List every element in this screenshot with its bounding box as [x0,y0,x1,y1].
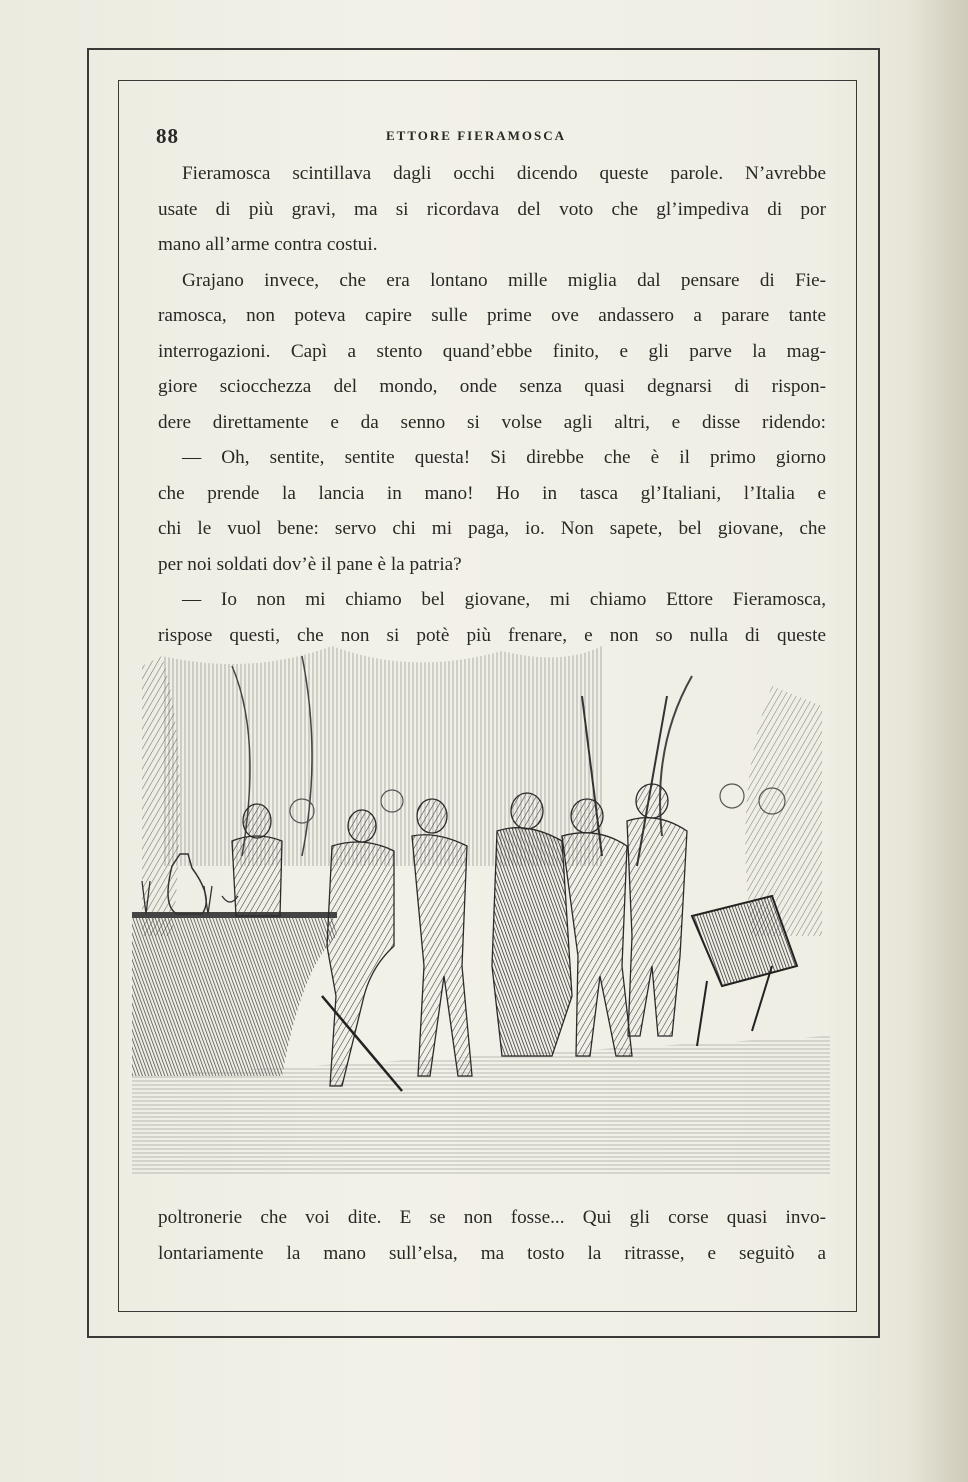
text-line: mano all’arme contra costui. [158,234,378,255]
page-edge-shadow [908,0,968,1482]
text-line: dere direttamente e da senno si volse agli altri, e disse ridendo: [158,411,826,433]
text-line: usate di più gravi, ma si ricordava del voto che gl’impediva di por [158,198,826,220]
text-line: Fieramosca scintillava dagli occhi dicendo queste parole. N’avrebbe [182,163,826,184]
text-line: interrogazioni. Capì a stento quand’ebbe finito, e gli parve la mag- [158,340,826,362]
text-line: lontariamente la mano sull’elsa, ma tosto la ritrasse, e seguitò a [158,1242,826,1264]
text-line: giore sciocchezza del mondo, onde senza quasi degnarsi di rispon- [158,376,826,397]
engraving-scene-icon [132,636,830,1196]
text-line: rispose questi, che non si potè più frenare, e non so nulla di queste [158,624,826,646]
text-line: ramosca, non poteva capire sulle prime ove andassero a parare tante [158,305,826,326]
text-line: Grajano invece, che era lontano mille miglia dal pensare di Fie- [182,269,826,291]
page-number: 88 [156,124,179,148]
text-line: — Io non mi chiamo bel giovane, mi chiamo Ettore Fieramosca, [182,589,826,610]
body-text-top [158,156,826,653]
text-line: poltronerie che voi dite. E se non fosse... Qui gli corse quasi invo- [158,1207,826,1228]
running-title: ETTORE FIERAMOSCA [386,128,567,143]
text-line: per noi soldati dov’è il pane è la patria? [158,553,462,575]
body-text-bottom [158,1200,826,1271]
text-line: — Oh, sentite, sentite questa! Si direbbe che è il primo giorno [182,447,826,468]
text-line: che prende la lancia in mano! Ho in tasca gl’Italiani, l’Italia e [158,482,826,504]
text-line: chi le vuol bene: servo chi mi paga, io. Non sapete, bel giovane, che [158,518,826,539]
